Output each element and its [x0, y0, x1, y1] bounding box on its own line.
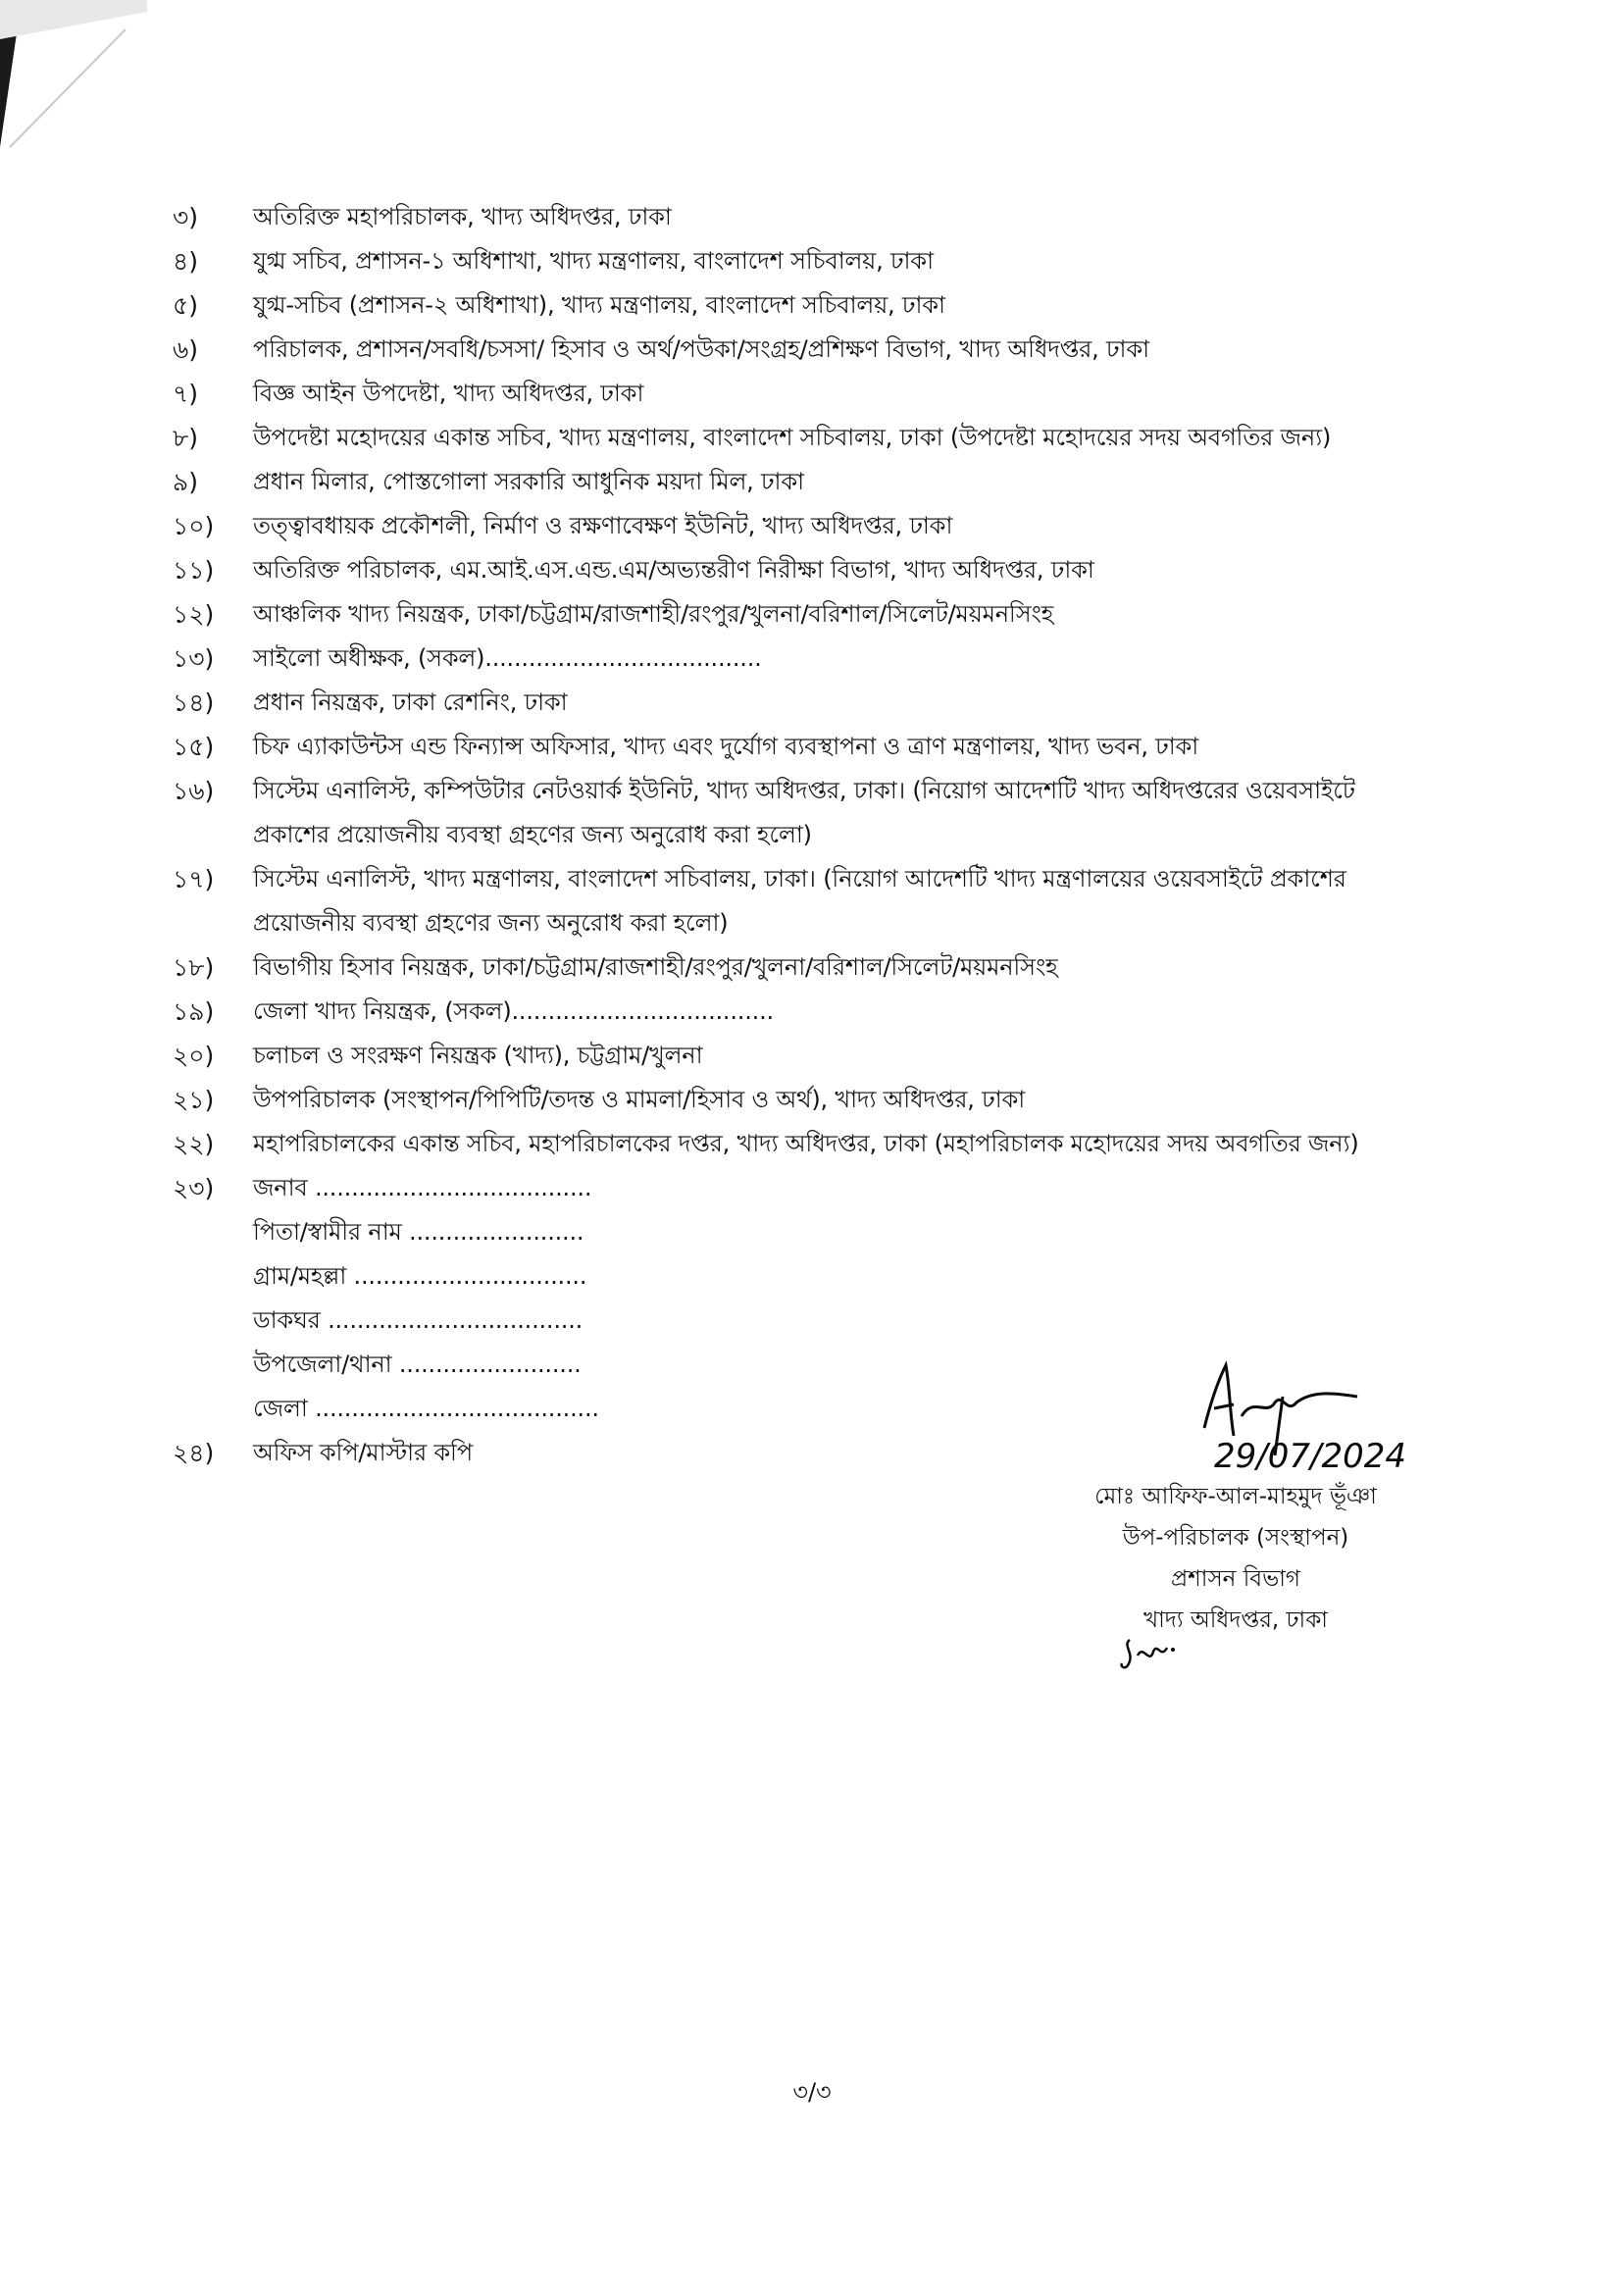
address-line: ডাকঘর ................................... [253, 1306, 584, 1334]
item-number: ৪) [173, 247, 198, 276]
address-line: জেলা ....................................... [253, 1395, 599, 1422]
handwritten-signature [1165, 1357, 1479, 1495]
list-item [173, 202, 1438, 232]
list-item [173, 1041, 1438, 1071]
item-text-line: সিস্টেম এনালিস্ট, খাদ্য মন্ত্রণালয়, বাংলাদেশ সচিবালয়, ঢাকা। (নিয়োগ আদেশটি খাদ্য মন্ত্রণালয়ের ওয়েবসাইটে প্রকাশের [253, 865, 1346, 892]
item-number: ১৫) [173, 733, 215, 761]
address-line: উপজেলা/থানা ......................... [253, 1351, 582, 1378]
item-text: প্রধান মিলার, পোস্তগোলা সরকারি আধুনিক ময়দা মিল, ঢাকা [253, 468, 804, 495]
item-text: মহাপরিচালকের একান্ত সচিব, মহাপরিচালকের দপ্তর, খাদ্য অধিদপ্তর, ঢাকা (মহাপরিচালক মহোদয়ের সদয় অবগতির জন্য) [253, 1130, 1359, 1157]
item-number: ১৯) [173, 997, 215, 1026]
list-item [173, 776, 1438, 850]
item-text: পরিচালক, প্রশাসন/সবধি/চসসা/ হিসাব ও অর্থ/পউকা/সংগ্রহ/প্রশিক্ষণ বিভাগ, খাদ্য অধিদপ্তর, ঢাকা [253, 335, 1149, 363]
list-item [173, 599, 1438, 630]
list-item [173, 643, 1438, 674]
item-text: চিফ এ্যাকাউন্টস এন্ড ফিন্যান্স অফিসার, খাদ্য এবং দুর্যোগ ব্যবস্থাপনা ও ত্রাণ মন্ত্রণালয়, খাদ্য ভবন, ঢাকা [253, 733, 1199, 760]
item-number: ২২) [173, 1130, 215, 1158]
list-item [173, 864, 1438, 939]
item-number: ৮) [173, 424, 198, 452]
item-number: ৯) [173, 468, 198, 496]
item-number: ৬) [173, 335, 199, 364]
list-item [173, 952, 1438, 983]
item-text: আঞ্চলিক খাদ্য নিয়ন্ত্রক, ঢাকা/চট্টগ্রাম/রাজশাহী/রংপুর/খুলনা/বরিশাল/সিলেট/ময়মনসিংহ [253, 600, 1054, 628]
signatory-block [1040, 1483, 1432, 1648]
item-text: যুগ্ম সচিব, প্রশাসন-১ অধিশাখা, খাদ্য মন্ত্রণালয়, বাংলাদেশ সচিবালয়, ঢাকা [253, 247, 934, 275]
list-item [173, 423, 1438, 453]
scan-corner-mark [0, 0, 157, 186]
distribution-list [173, 202, 1438, 1482]
item-number: ৭) [173, 380, 199, 408]
item-text: যুগ্ম-সচিব (প্রশাসন-২ অধিশাখা), খাদ্য মন্ত্রণালয়, বাংলাদেশ সচিবালয়, ঢাকা [253, 291, 945, 319]
list-item [173, 1129, 1438, 1159]
item-number: ১৮) [173, 953, 215, 982]
item-number: ২৩) [173, 1174, 215, 1202]
list-item [173, 732, 1438, 762]
signatory-designation: উপ-পরিচালক (সংস্থাপন) [1122, 1525, 1349, 1551]
page-number: ৩/৩ [792, 2078, 832, 2106]
signatory-division: প্রশাসন বিভাগ [1171, 1566, 1300, 1592]
signatory-name: মোঃ আফিফ-আল-মাহমুদ ভূঁঞা [1094, 1484, 1377, 1509]
item-text: বিজ্ঞ আইন উপদেষ্টা, খাদ্য অধিদপ্তর, ঢাকা [253, 380, 644, 407]
item-number: ২১) [173, 1086, 215, 1114]
list-item [173, 511, 1438, 541]
item-text [253, 776, 1438, 850]
list-item [173, 379, 1438, 409]
item-number: ৩) [173, 203, 199, 231]
signatory-office: খাদ্য অধিদপ্তর, ঢাকা [1143, 1607, 1328, 1633]
list-item [173, 688, 1438, 718]
item-number: ১২) [173, 600, 215, 629]
item-number: ২০) [173, 1042, 215, 1070]
item-text: অফিস কপি/মাস্টার কপি [253, 1439, 473, 1466]
list-item [173, 467, 1438, 497]
item-text: অতিরিক্ত পরিচালক, এম.আই.এস.এন্ড.এম/অভ্যন্তরীণ নিরীক্ষা বিভাগ, খাদ্য অধিদপ্তর, ঢাকা [253, 556, 1094, 584]
item-text-line: প্রকাশের প্রয়োজনীয় ব্যবস্থা গ্রহণের জন্য অনুরোধ করা হলো) [253, 821, 812, 848]
list-item [173, 334, 1438, 365]
address-line: পিতা/স্বামীর নাম ........................ [253, 1218, 584, 1246]
address-line: গ্রাম/মহল্লা ................................ [253, 1262, 587, 1290]
item-text: সাইলো অধীক্ষক, (সকল)...................................... [253, 644, 762, 672]
list-item [173, 246, 1438, 277]
handwritten-initials [1116, 1626, 1185, 1675]
list-item [173, 555, 1438, 586]
item-text [253, 864, 1438, 939]
list-item [173, 290, 1438, 321]
list-item [173, 996, 1438, 1027]
handwritten-date: 29/07/2024 [1214, 1437, 1406, 1476]
item-text: তত্ত্বাবধায়ক প্রকৌশলী, নির্মাণ ও রক্ষণাবেক্ষণ ইউনিট, খাদ্য অধিদপ্তর, ঢাকা [253, 512, 953, 539]
item-number: ৫) [173, 291, 198, 320]
item-text: বিভাগীয় হিসাব নিয়ন্ত্রক, ঢাকা/চট্টগ্রাম/রাজশাহী/রংপুর/খুলনা/বরিশাল/সিলেট/ময়মনসিংহ [253, 953, 1058, 981]
item-number: ২৪) [173, 1439, 215, 1467]
item-number: ১০) [173, 512, 215, 540]
list-item [173, 1085, 1438, 1115]
item-text: প্রধান নিয়ন্ত্রক, ঢাকা রেশনিং, ঢাকা [253, 688, 568, 716]
item-text-line: প্রয়োজনীয় ব্যবস্থা গ্রহণের জন্য অনুরোধ করা হলো) [253, 909, 729, 937]
item-text: জেলা খাদ্য নিয়ন্ত্রক, (সকল).................................... [253, 997, 774, 1025]
item-number: ১৭) [173, 865, 215, 893]
item-text: উপদেষ্টা মহোদয়ের একান্ত সচিব, খাদ্য মন্ত্রণালয়, বাংলাদেশ সচিবালয়, ঢাকা (উপদেষ্টা মহোদয়ের সদয় অবগতির জন্য) [253, 424, 1332, 451]
address-line: জনাব ...................................... [253, 1174, 592, 1201]
item-text: অতিরিক্ত মহাপরিচালক, খাদ্য অধিদপ্তর, ঢাকা [253, 203, 672, 230]
item-number: ১৬) [173, 777, 215, 805]
item-number: ১৪) [173, 688, 215, 717]
item-text-line: সিস্টেম এনালিস্ট, কম্পিউটার নেটওয়ার্ক ইউনিট, খাদ্য অধিদপ্তর, ঢাকা। (নিয়োগ আদেশটি খাদ্য অধিদপ্তরের ওয়েবসাইটে [253, 777, 1355, 804]
item-text: উপপরিচালক (সংস্থাপন/পিপিটি/তদন্ত ও মামলা/হিসাব ও অর্থ), খাদ্য অধিদপ্তর, ঢাকা [253, 1086, 1026, 1113]
item-number: ১৩) [173, 644, 215, 673]
item-number: ১১) [173, 556, 215, 585]
item-text: চলাচল ও সংরক্ষণ নিয়ন্ত্রক (খাদ্য), চট্টগ্রাম/খুলনা [253, 1042, 703, 1069]
